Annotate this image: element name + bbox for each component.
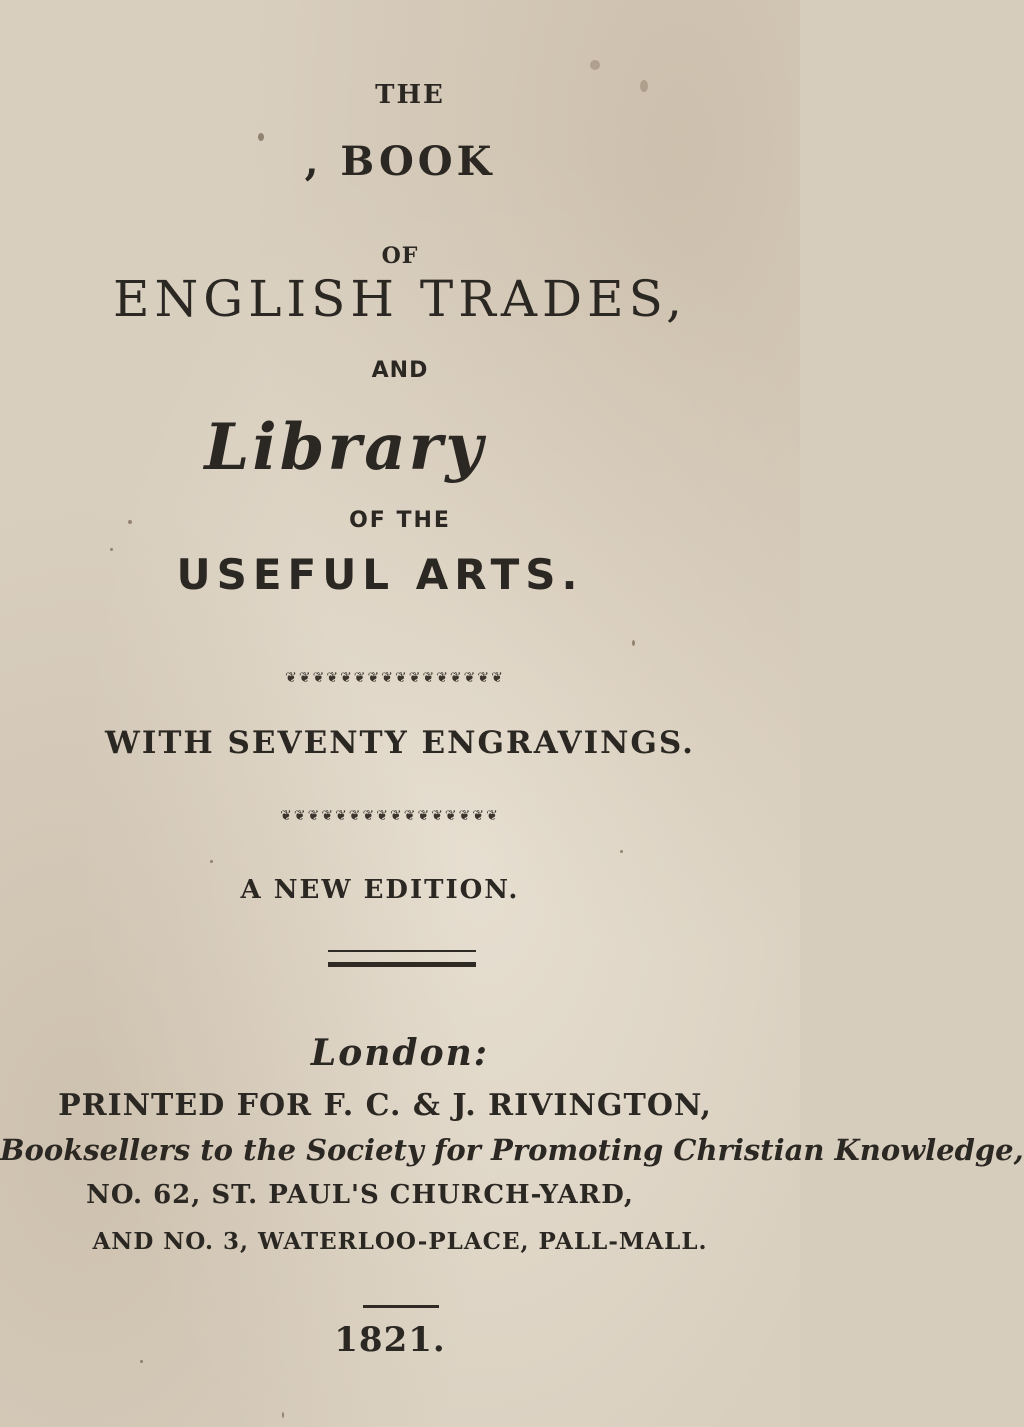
- foxing-speck: [632, 640, 635, 646]
- foxing-speck: [282, 1412, 284, 1418]
- foxing-speck: [258, 133, 264, 141]
- title-english-trades: ENGLISH TRADES,: [113, 270, 687, 328]
- title-library: Library: [204, 410, 486, 485]
- title-useful-arts: USEFUL ARTS.: [176, 550, 584, 599]
- foxing-speck: [128, 520, 132, 524]
- imprint-printer: PRINTED FOR F. C. & J. RIVINGTON,: [58, 1088, 712, 1123]
- imprint-year: 1821.: [334, 1320, 446, 1360]
- imprint-booksellers: Booksellers to the Society for Promoting Christian Knowledge,: [0, 1133, 1024, 1167]
- foxing-speck: [590, 60, 600, 70]
- foxing-speck: [210, 860, 213, 863]
- imprint-address-1: NO. 62, ST. PAUL'S CHURCH-YARD,: [86, 1180, 634, 1210]
- title-book: , BOOK: [304, 138, 496, 185]
- title-of-the: OF THE: [349, 508, 451, 533]
- ornament-rule-bottom: ❦❦❦❦❦❦❦❦❦❦❦❦❦❦❦❦: [280, 808, 500, 824]
- engravings-line: WITH SEVENTY ENGRAVINGS.: [105, 725, 695, 761]
- short-rule-divider: [363, 1305, 439, 1308]
- imprint-city: London:: [310, 1032, 490, 1074]
- title-of: OF: [381, 243, 419, 269]
- foxing-speck: [620, 850, 623, 853]
- foxing-speck: [110, 548, 113, 551]
- edition-line: A NEW EDITION.: [240, 875, 520, 905]
- foxing-speck: [140, 1360, 143, 1363]
- title-and: AND: [371, 358, 429, 383]
- double-rule-divider: [328, 950, 476, 967]
- title-the: THE: [375, 80, 445, 110]
- imprint-address-2: AND NO. 3, WATERLOO-PLACE, PALL-MALL.: [92, 1228, 708, 1255]
- foxing-speck: [640, 80, 648, 92]
- ornament-rule-top: ❦❦❦❦❦❦❦❦❦❦❦❦❦❦❦❦: [285, 670, 505, 686]
